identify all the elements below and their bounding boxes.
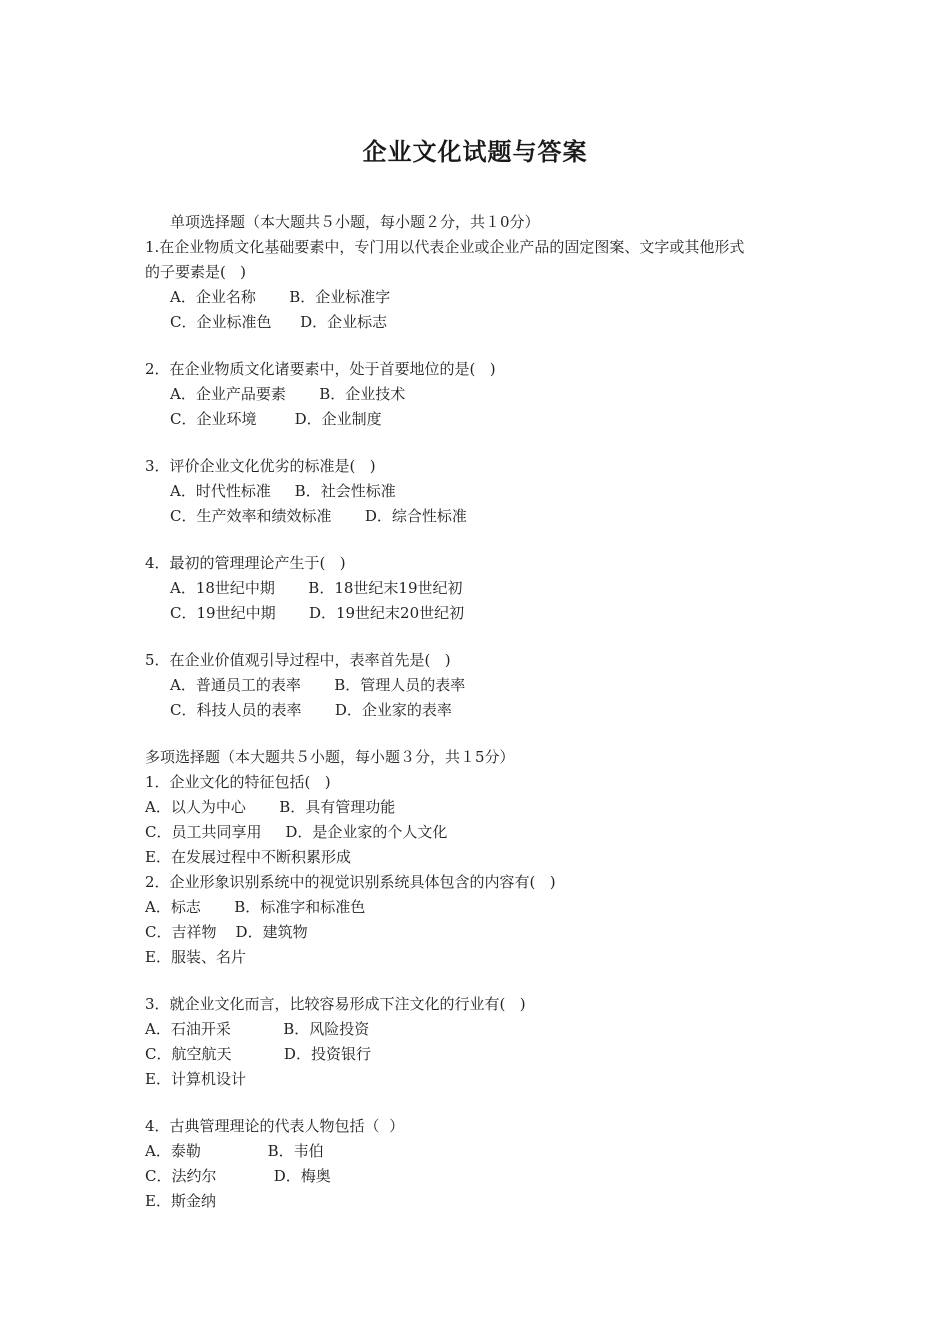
sc-q1-options-cd: C．企业标准色 D．企业标志 [170, 313, 388, 331]
sc-q1-line2: 的子要素是( ) [145, 263, 247, 281]
mc-q3-options-ab: A．石油开采 B．风险投资 [145, 1020, 370, 1038]
sc-q5-options-cd: C．科技人员的表率 D．企业家的表率 [170, 701, 452, 719]
sc-q2: 2．在企业物质文化诸要素中，处于首要地位的是( ) [145, 360, 496, 378]
sc-q1-line1: 1.在企业物质文化基础要素中，专门用以代表企业或企业产品的固定图案、文字或其他形式 [145, 238, 745, 256]
mc-q2-options-ab: A．标志 B．标准字和标准色 [145, 898, 366, 916]
sc-q3-options-ab: A．时代性标准 B．社会性标准 [170, 482, 396, 500]
sc-q4-options-ab: A．18世纪中期 B．18世纪末19世纪初 [170, 579, 463, 597]
sc-q5-options-ab: A．普通员工的表率 B．管理人员的表率 [170, 676, 466, 694]
sc-q5: 5．在企业价值观引导过程中，表率首先是( ) [145, 651, 451, 669]
mc-q4-options-cd: C．法约尔 D．梅奥 [145, 1167, 331, 1185]
mc-q3-options-cd: C．航空航天 D．投资银行 [145, 1045, 371, 1063]
multi-choice-header: 多项选择题（本大题共５小题，每小题３分，共１5分） [145, 748, 515, 766]
mc-q3: 3．就企业文化而言，比较容易形成下注文化的行业有( ) [145, 995, 526, 1013]
mc-q2-options-cd: C．吉祥物 D．建筑物 [145, 923, 308, 941]
mc-q2: 2．企业形象识别系统中的视觉识别系统具体包含的内容有( ) [145, 873, 556, 891]
mc-q1-option-e: E．在发展过程中不断积累形成 [145, 848, 351, 866]
mc-q1-options-ab: A．以人为中心 B．具有管理功能 [145, 798, 396, 816]
sc-q2-options-ab: A．企业产品要素 B．企业技术 [170, 385, 406, 403]
mc-q1-options-cd: C．员工共同享用 D．是企业家的个人文化 [145, 823, 448, 841]
sc-q4-options-cd: C．19世纪中期 D．19世纪末20世纪初 [170, 604, 465, 622]
single-choice-header: 单项选择题（本大题共５小题，每小题２分，共１0分） [170, 213, 540, 231]
mc-q2-option-e: E．服装、名片 [145, 948, 246, 966]
page-title: 企业文化试题与答案 [362, 137, 588, 166]
sc-q3-options-cd: C．生产效率和绩效标准 D．综合性标准 [170, 507, 467, 525]
sc-q3: 3．评价企业文化优劣的标准是( ) [145, 457, 376, 475]
mc-q4: 4．古典管理理论的代表人物包括（ ） [145, 1117, 405, 1135]
sc-q2-options-cd: C．企业环境 D．企业制度 [170, 410, 382, 428]
mc-q4-option-e: E．斯金纳 [145, 1192, 216, 1210]
mc-q3-option-e: E．计算机设计 [145, 1070, 246, 1088]
sc-q1-options-ab: A．企业名称 B．企业标准字 [170, 288, 391, 306]
mc-q4-options-ab: A．泰勒 B．韦伯 [145, 1142, 324, 1160]
mc-q1: 1．企业文化的特征包括( ) [145, 773, 331, 791]
sc-q4: 4．最初的管理理论产生于( ) [145, 554, 346, 572]
